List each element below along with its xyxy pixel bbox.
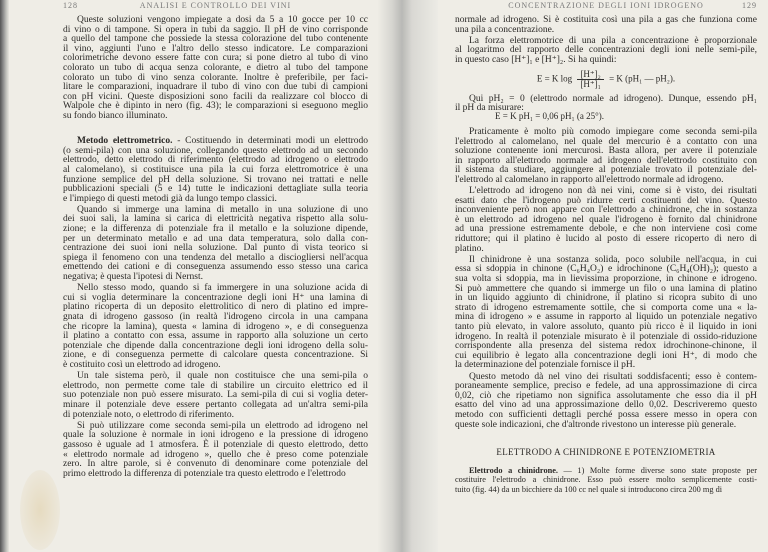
text-line: zione; e la differenza di potenziale fra il metallo e la soluzione dipende,	[63, 224, 368, 235]
paragraph-lead: Elettrodo a chinidrone.	[469, 465, 558, 475]
paragraph	[455, 466, 757, 495]
running-header	[455, 1, 757, 10]
paragraph	[63, 284, 368, 370]
text-line: normale ad idrogeno. Si è costituita così una pila a gas che funziona come	[455, 15, 757, 25]
paragraph	[455, 256, 757, 371]
text-line: 0,02, ciò che ripetiamo non significa assolutamente che esso dia il pH	[455, 390, 757, 401]
running-head-title: CONCENTRAZIONE DEGLI IONI IDROGENO	[508, 1, 704, 10]
text-line: L'elettrodo ad idrogeno non dà nei vini, come si è visto, dei risultati	[469, 186, 757, 197]
text-line: esatti dato che l'idrogeno può ridurre certi costituenti del vino. Questo	[455, 195, 757, 206]
paragraph	[63, 137, 368, 204]
text-line: dei suoi sali, la lamina si carica di elettricità negativa rispetto alla solu-	[63, 214, 368, 225]
paragraph	[63, 16, 368, 122]
text-line: a quello del tampone che possiede la stessa colorazione del tubo contenente	[63, 34, 368, 45]
text-line: in questo caso [H⁺]₁ e [H⁺]₂. Si ha quindi:	[455, 54, 617, 65]
text-line: litare le comparazioni, inquadrare il tubo di vino con due tubi di campioni	[63, 82, 368, 93]
text-line: platino.	[455, 243, 484, 254]
text-line: corrispondente alla presenza del sistema redox idrochinone-chinone, il	[455, 341, 757, 352]
text-line: costituire l'elettrodo a chinidrone. Esso può essere molto semplicemente costi-	[455, 475, 757, 485]
text-line: queste sole indicazioni, che d'altronde rivestono un interesse più generale.	[455, 419, 737, 430]
text-line-rest: - Costituendo in determinati modi un elettrodo	[172, 136, 368, 147]
text-line: Queste soluzioni vengono impiegate a dosi da 5 a 10 gocce per 10 cc	[77, 15, 368, 25]
text-line: pubblicazioni speciali (5 e 14) tutte le indicazioni dettagliate sulla teoria	[63, 184, 368, 195]
paragraph	[63, 422, 368, 480]
text-line: essa si sdoppia in chinone (C₆H₄O₂) e idrochinone (C₆H₄(OH)₂); questo a	[455, 264, 757, 275]
text-line: il pH da misurare:	[455, 103, 524, 114]
paragraph	[455, 37, 757, 66]
text-line: Nello stesso modo, quando si fa immergere in una soluzione acida di	[77, 283, 368, 294]
text-line: Walpole che è dipinto in nero (fig. 43); le comparazioni si eseguono meglio	[63, 101, 368, 112]
text-line: idrogeno. In realtà il potenziale misurato è il potenziale di ossido-riduzione	[455, 331, 757, 342]
text-line: « elettrodo normale ad idrogeno », quello che è preso come potenziale	[63, 449, 368, 460]
text-line: riduttore; qui il platino è lucido al posto di essere ricoperto di nero di	[455, 234, 757, 245]
paper-stain	[20, 470, 60, 550]
text-line: gnata di idrogeno gassoso (in realtà l'idrogeno circola in una campana	[63, 312, 368, 322]
text-line: elettrodo, detto elettrodo di riferimento (elettrodo ad idrogeno o elettrodo	[63, 155, 368, 166]
section-heading: ELETTRODO A CHINIDRONE E POTENZIOMETRIA	[496, 447, 716, 458]
text-line: negativa; è questa l'ipotesi di Nernst.	[63, 272, 203, 283]
text-line: che ricopre la lamina), questa « lamina di idrogeno », e di conseguenza	[63, 321, 368, 332]
text-line: è un elettrodo ad idrogeno nel quale l'idrogeno è fornito dal chinidrone	[455, 214, 757, 225]
equation-denominator: [H⁺]₁	[580, 78, 601, 89]
text-line	[455, 466, 757, 476]
text-line: con pH vicini. Queste disposizioni sono facili da realizzare col blocco di	[63, 91, 368, 102]
text-line: Questo metodo dà nel vino dei risultati soddisfacenti; esso è contem-	[469, 371, 757, 382]
text-line: zero. In altre parole, si è convenuto di denominare come potenziale del	[63, 459, 368, 470]
text-line: al logaritmo del rapporto delle concentrazioni degli ioni nelle semi-pile,	[455, 45, 757, 56]
text-line: inconveniente però non appare con l'elettrodo a chinidrone, che in sostanza	[455, 205, 757, 216]
text-line: spiega il fenomeno con una tendenza del metallo a disciogliersi nell'acqua	[63, 252, 368, 263]
equation-ph: E = K pH₁ = 0,06 pH₁ (a 25°).	[495, 111, 605, 122]
text-line: zione, e di conseguenza permette di calcolare questa concentrazione. Si	[63, 350, 368, 361]
equation-numerator: [H⁺]₂	[577, 70, 603, 80]
text-line: l'elettrodo al calomelano in rapporto all'elettrodo normale ad idrogeno.	[455, 174, 724, 185]
text-line: Quando si immerge una lamina di metallo in una soluzione di uno	[77, 204, 368, 215]
text-line: Qui pH₂ = 0 (elettrodo normale ad idrogeno). Dunque, essendo pH₁	[469, 93, 757, 104]
text-line: di vino o di tampone. Si opera in tubi da saggio. Il pH de vino corrisponde	[63, 24, 368, 35]
text-line: Si può utilizzare come seconda semi-pila un elettrodo ad idrogeno nel	[77, 420, 368, 431]
text-line: elettrodo, non permette come tale di stabilire un circuito elettrico ed il	[63, 380, 368, 391]
right-page-body	[455, 16, 757, 496]
equation-lhs: E = K log	[536, 73, 573, 84]
text-line: Un tale sistema però, il quale non costituisce che una semi-pila o	[77, 371, 368, 382]
left-page-body	[63, 16, 368, 481]
text-line: il sistema da studiare, aggiungere al potenziale trovato il potenziale del-	[455, 165, 757, 176]
paragraph	[455, 128, 757, 186]
text-line: ad una pressione estremamente debole, e che non interviene così come	[455, 224, 757, 235]
text-line: il vino, aggiunti l'uno e l'altro dello stesso indicatore. Le comparazioni	[63, 43, 368, 54]
text-line: Si può ammettere che quando si immerge un filo o una lamina di platino	[455, 283, 757, 294]
text-line: Praticamente è molto più comodo impiegare come seconda semi-pila	[469, 126, 757, 137]
text-line: tuito (fig. 44) da un bicchiere da 100 cc nel quale si introducono circa 200 mg di	[455, 484, 723, 494]
text-line: esatto del vino ad una approssimazione dello 0,02. Descriveremo questo	[455, 400, 757, 411]
text-line: Il chinidrone è una sostanza solida, poco solubile nell'acqua, in cui	[469, 254, 757, 265]
text-line: primo elettrodo la differenza di potenziale tra questo elettrodo e l'elettrodo	[63, 468, 346, 479]
paragraph	[63, 372, 368, 420]
text-line: sua volta si sdoppia, ma in lievissima proporzione, in chinone e idrogeno.	[455, 274, 757, 285]
text-line: suo potenziale non può essere misurato. La semi-pila di cui si voglia deter-	[63, 390, 368, 401]
running-head-title: ANALISI E CONTROLLO DEI VINI	[139, 1, 292, 10]
text-line: colorato un tubo di acqua senza colorante, e dietro al tubo del tampone	[63, 62, 368, 73]
text-line: poraneamente semplice, preciso e fedele, ad una approssimazione di circa	[455, 381, 757, 392]
text-line: gassoso è uguale ad 1 atmosfera. È il potenziale di questo elettrodo, detto	[63, 439, 368, 450]
text-line: è costituito così un elettrodo ad idrogeno.	[63, 359, 221, 370]
text-line: La forza elettromotrice di una pila a concentrazione è proporzionale	[469, 35, 757, 46]
text-line: mina di idrogeno » e assume in rapporto al liquido un potenziale negativo	[455, 312, 757, 323]
text-line: colorimetriche devono essere fatte con cura; si pone dietro al tubo di vino	[63, 53, 368, 64]
text-line: quale la soluzione è normale in ioni idrogeno e la pressione di idrogeno	[63, 430, 368, 441]
text-line: metodo con sufficienti dettagli perché possa essere messo in opera con	[455, 409, 757, 420]
text-line: centrazione dei suoi ioni nella soluzione. Dal punto di vista teorico si	[63, 243, 368, 254]
text-line: funzione semplice del pH della soluzione. Si trovano nei trattati e nelle	[63, 174, 368, 185]
text-line: la determinazione del potenziale fornisce il pH.	[455, 360, 636, 371]
text-line: potenziale che dipende dalla concentrazione degli ioni idrogeno della solu-	[63, 340, 368, 351]
text-line: per un determinato metallo e ad una data temperatura, solo dalla con-	[63, 233, 368, 244]
text-line: colorato un tubo di vino senza colorante. Inoltre è preferibile, per faci-	[63, 72, 368, 83]
text-line: l'elettrodo al calomelano, nel quale del mercurio è a contatto con una	[455, 136, 757, 147]
text-line: minare il potenziale deve essere pertanto collegata ad un'altra semi-pila	[63, 399, 368, 410]
paragraph-lead: Metodo elettrometrico.	[77, 136, 173, 147]
book-edge	[0, 0, 9, 552]
text-line: su fondo bianco illuminato.	[63, 110, 168, 121]
paragraph	[455, 16, 757, 35]
equation-rhs: = K (pH₁ — pH₂).	[609, 73, 676, 84]
text-line: strato di idrogeno estremamente sottile, che si comporta come una « la-	[455, 302, 757, 313]
text-line: al calomelano), si costituisce una pila la cui forza elettromotrice è una	[63, 164, 368, 175]
page-number: 129	[742, 1, 757, 10]
text-line: in rapporto all'elettrodo normale ad idrogeno dell'elettrodo costituito con	[455, 155, 757, 166]
text-line: e l'impiego di questi metodi già da lungo tempo classici.	[63, 193, 277, 204]
text-line: cui equilibrio è legato alla concentrazione degli ioni H⁺, di modo che	[455, 350, 757, 361]
equation-fraction	[577, 70, 603, 89]
text-line: di potenziale noto, o elettrodo di riferimento.	[63, 409, 234, 420]
book-gutter	[378, 0, 438, 552]
text-line: il platino a contatto con essa, assume in rapporto alla soluzione un certo	[63, 331, 368, 342]
equation-log-ratio	[455, 70, 757, 89]
text-line: una pila a concentrazione.	[455, 24, 555, 35]
text-line: platino ricoperta di un deposito elettrolitico di nero di platino ed impre-	[63, 302, 368, 313]
paragraph	[63, 206, 368, 283]
text-line: cui si voglia determinare la concentrazione degli ioni H⁺ una lamina di	[63, 292, 368, 303]
text-line: soluzione contenente ioni mercurosi. Basta allora, per avere il potenziale	[455, 146, 757, 157]
text-line: tanto più elevato, in valore assoluto, quanto più ricco è il liquido in ioni	[455, 322, 757, 332]
text-line: (o semi-pila) con una soluzione, collegando questo elettrodo ad un secondo	[63, 145, 368, 156]
page-number: 128	[63, 1, 78, 10]
paragraph	[455, 373, 757, 431]
running-header	[63, 1, 368, 10]
text-line: in un liquido aggiunto di chinidrone, il platino si ricopra subito di uno	[455, 293, 757, 304]
text-line: emettendo dei cationi e di conseguenza assumendo esso stesso una carica	[63, 262, 368, 273]
text-line-rest: — 1) Molte forme diverse sono state proposte per	[557, 465, 757, 475]
paragraph	[455, 187, 757, 254]
